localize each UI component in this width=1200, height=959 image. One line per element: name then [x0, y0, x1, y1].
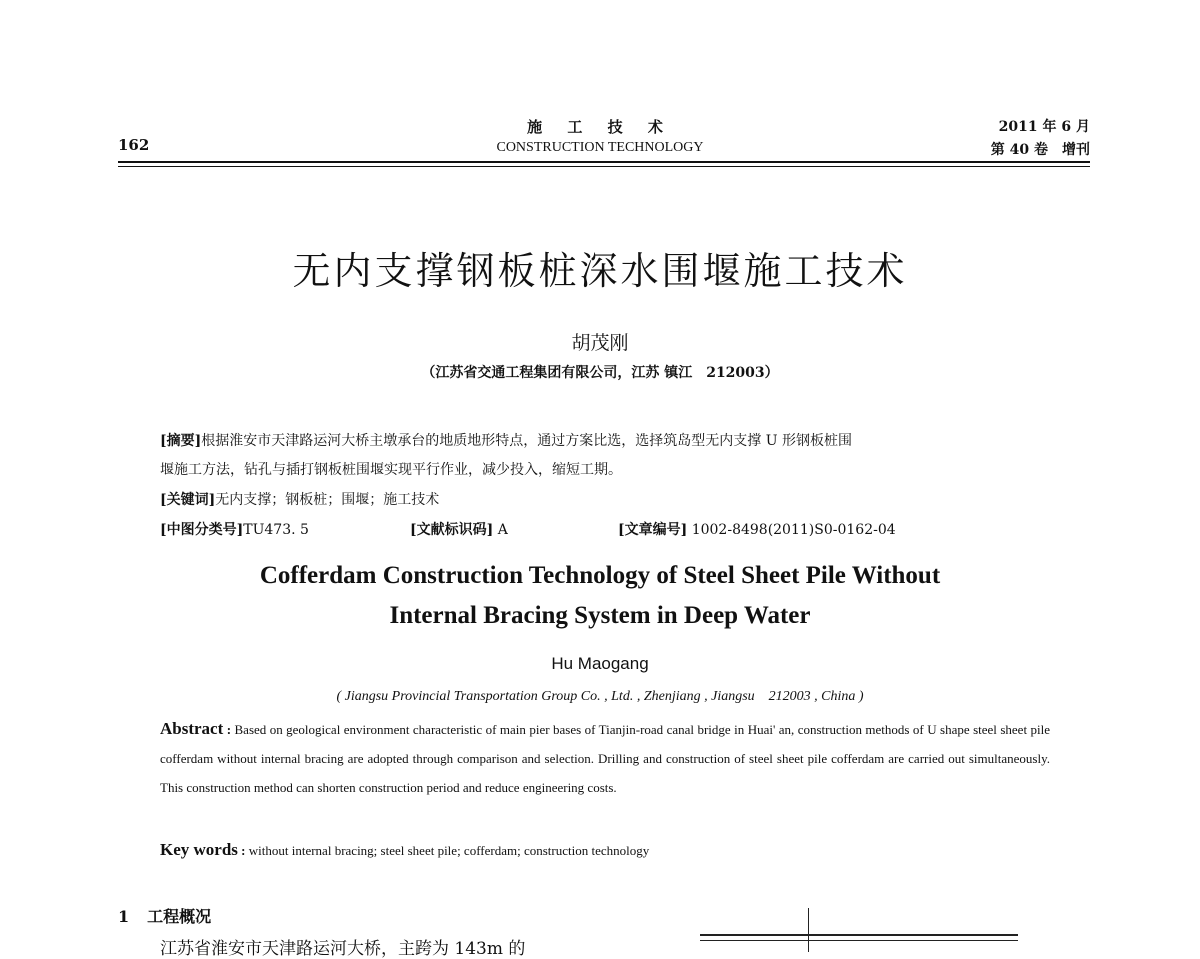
- abstract-cn-line2: 堰施工方法，钻孔与插打钢板桩围堰实现平行作业，减少投入，缩短工期。: [160, 462, 622, 478]
- header-rule-thin: [118, 166, 1090, 167]
- doc-code-label: [文献标识码]: [410, 522, 494, 538]
- article-number-value: 1002-8498(2011)S0-0162-04: [691, 522, 896, 538]
- keywords-en-text: without internal bracing; steel sheet pile; cofferdam; construction technology: [248, 843, 650, 858]
- article-title-en-line2: Internal Bracing System in Deep Water: [389, 602, 811, 629]
- journal-name-cn: 施 工 技 术: [527, 118, 673, 136]
- article-number-label: [文章编号]: [618, 522, 688, 538]
- keywords-cn-text: 无内支撑；钢板桩；围堰；施工技术: [215, 492, 440, 508]
- clc-label: [中图分类号]: [160, 522, 244, 538]
- section-title: 工程概况: [147, 907, 212, 926]
- abstract-en-label: Abstract: [160, 719, 224, 738]
- page-number: 162: [118, 136, 150, 154]
- author-cn: 胡茂刚: [571, 332, 629, 354]
- figure-horizontal-line-2: [700, 940, 1018, 941]
- keywords-en: Key words : without internal bracing; steel sheet pile; cofferdam; construction technology: [160, 840, 650, 859]
- article-title-en-line1: Cofferdam Construction Technology of Steel Sheet Pile Without: [259, 562, 941, 589]
- abstract-en-text: Based on geological environment characteristic of main pier bases of Tianjin-road canal bridge in Huai' an, construction methods of U shape steel sheet pile cofferdam without internal bracing are adopted through comparison and selection. Drilling and construction of steel sheet pile cofferdam are carried out simultaneously. This construction method can shorten construction period and reduce engineering costs.: [160, 722, 1050, 795]
- journal-name-en: CONSTRUCTION TECHNOLOGY: [496, 140, 704, 155]
- header-rule-thick: [118, 161, 1090, 163]
- abstract-cn-line1: 根据淮安市天津路运河大桥主墩承台的地质地形特点，通过方案比选，选择筑岛型无内支撑 U 形钢板桩围: [201, 433, 852, 449]
- section-number: 1: [118, 907, 130, 926]
- section-heading: [118, 904, 211, 927]
- section-body-text: 江苏省淮安市天津路运河大桥，主跨为 143m 的: [160, 939, 526, 959]
- abstract-en: Abstract : Based on geological environment characteristic of main pier bases of Tianjin-road canal bridge in Huai' an, construction methods of U shape steel sheet pile cofferdam without internal bracing are adopted through comparison and selection. Drilling and construction of steel sheet pile cofferdam are carried out simultaneously. This construction method can shorten construction period and reduce engineering costs.: [160, 719, 1050, 795]
- abstract-cn-label: [摘要]: [160, 433, 202, 449]
- volume-info: 第 40 卷 增刊: [990, 142, 1090, 158]
- clc-value: TU473. 5: [243, 522, 309, 538]
- affiliation-cn: （江苏省交通工程集团有限公司，江苏 镇江 212003）: [421, 365, 779, 381]
- affiliation-en: ( Jiangsu Provincial Transportation Group Co. , Ltd. , Zhenjiang , Jiangsu 212003 , China ): [336, 689, 864, 704]
- figure-vertical-line: [808, 908, 809, 952]
- doc-code-value: A: [497, 522, 508, 538]
- keywords-en-label: Key words: [160, 840, 238, 859]
- figure-horizontal-line: [700, 934, 1018, 936]
- article-title-cn: 无内支撑钢板桩深水围堰施工技术: [292, 249, 908, 293]
- keywords-cn-label: [关键词]: [160, 492, 216, 508]
- issue-date: 2011 年 6 月: [998, 119, 1090, 135]
- author-en: Hu Maogang: [551, 654, 649, 673]
